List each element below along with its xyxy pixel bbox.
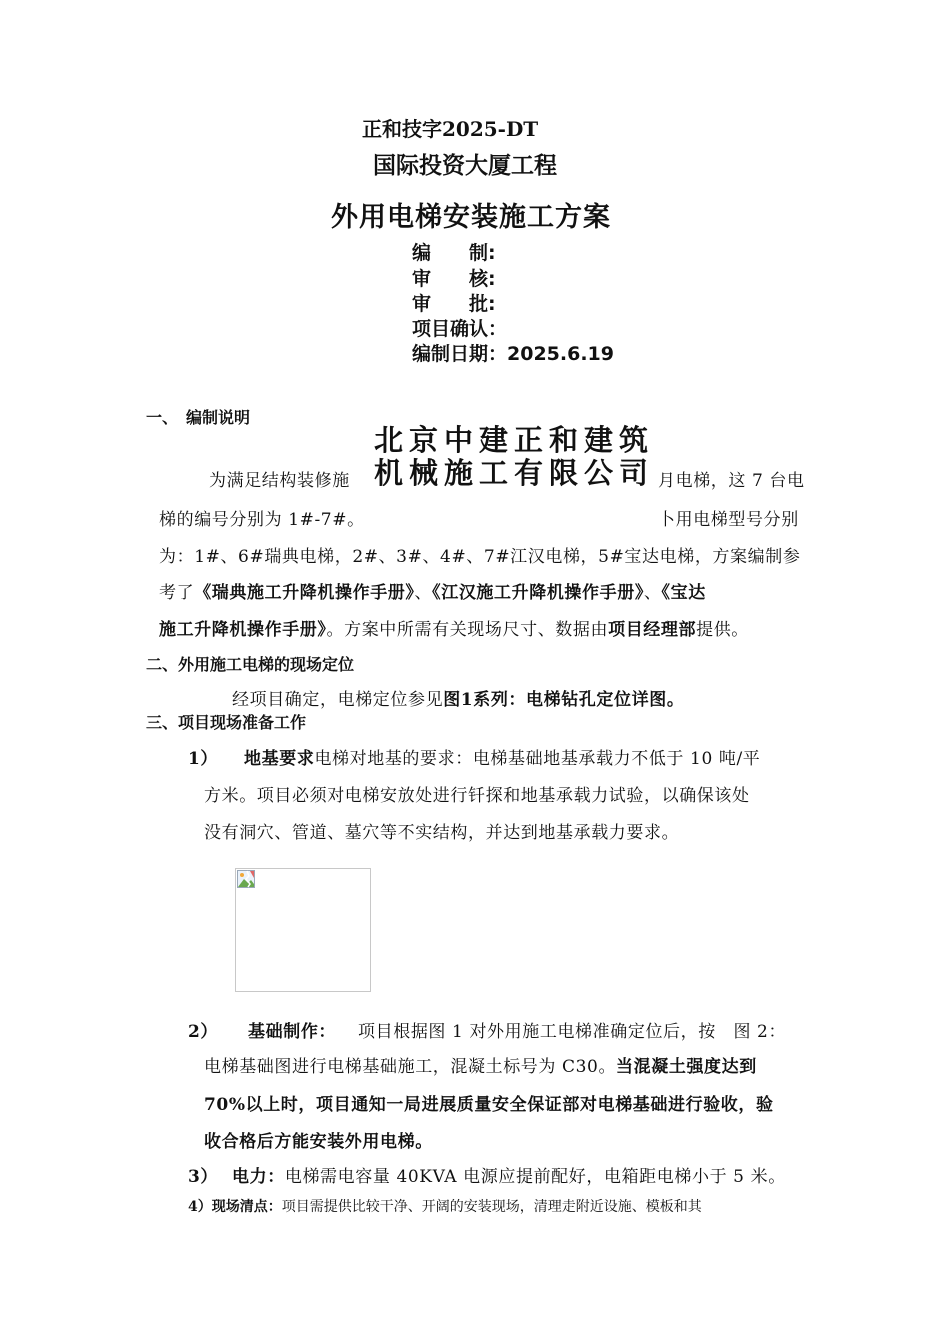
- s1-line3: 为：1#、6#瑞典电梯，2#、3#、4#、7#江汉电梯，5#宝达电梯，方案编制参: [159, 547, 801, 567]
- item4-text: 项目需提供比较干净、开阔的安装现场，清理走附近设施、模板和其: [281, 1199, 702, 1215]
- s1-line4-sep1: 、: [414, 583, 433, 603]
- item1-title: 地基要求: [244, 749, 315, 769]
- item3-number: 3）: [188, 1167, 219, 1187]
- item4-line: [188, 1196, 702, 1216]
- item2-emphasis: 当混凝土强度达到: [616, 1057, 757, 1077]
- manual-ref-jianghan: 《江汉施工升降机操作手册》: [432, 583, 644, 603]
- figure-ref: 图1系列：电梯钻孔定位详图。: [443, 690, 685, 710]
- company-stamp: [362, 424, 658, 494]
- item3-line: [188, 1162, 786, 1187]
- item2-title: 基础制作：: [248, 1022, 337, 1042]
- manual-ref-baoda-start: 《宝达: [661, 583, 706, 603]
- compile-field: 编 制:: [412, 242, 496, 264]
- s1-line5-d: 提供。: [696, 620, 749, 640]
- item4-title: 4）现场清点：: [188, 1199, 282, 1215]
- s2-body: [232, 685, 684, 710]
- s1-line1-a: 为满足结构装修施: [209, 471, 350, 491]
- project-dept: 项目经理部: [608, 620, 697, 640]
- item3-text: 电梯需电容量 40KVA 电源应提前配好，电箱距电梯小于 5 米。: [284, 1167, 786, 1187]
- section2-heading: 二、外用施工电梯的现场定位: [146, 655, 355, 674]
- item3-title: 电力：: [232, 1167, 285, 1187]
- foundation-image-placeholder: [235, 868, 371, 992]
- item1-line1: [188, 744, 760, 769]
- s1-line1-b: 月电梯，这 7 台电: [658, 471, 805, 491]
- date-field: 编制日期：2025.6.19: [412, 343, 614, 365]
- broken-image-icon: [237, 870, 255, 888]
- stamp-line2: 机械施工有限公司: [374, 456, 655, 490]
- item1-number: 1）: [188, 749, 219, 769]
- item2-text2: 电梯基础图进行电梯基础施工，混凝土标号为 C30。: [204, 1057, 617, 1077]
- s1-line4-sep2: 、: [643, 583, 662, 603]
- s1-line4-a: 考了: [159, 583, 195, 603]
- doc-number: 正和技字2025-DT: [362, 117, 539, 141]
- project-name: 国际投资大厦工程: [373, 153, 557, 179]
- item2-line1: [188, 1017, 786, 1042]
- s1-line5: [159, 615, 749, 640]
- item2-text1: 项目根据图 1 对外用施工电梯准确定位后，按 图 2：: [358, 1022, 787, 1042]
- item2-line3: 70%以上时，项目通知一局进展质量安全保证部对电梯基础进行验收，验: [204, 1095, 774, 1115]
- s1-line4: [159, 578, 706, 603]
- item2-line2: [204, 1052, 757, 1077]
- item1-text1: 电梯对地基的要求：电梯基础地基承载力不低于 10 吨/平: [314, 749, 761, 769]
- document-title: 外用电梯安装施工方案: [331, 202, 611, 233]
- s1-line2-a: 梯的编号分别为 1#-7#。: [159, 510, 365, 530]
- s2-body-a: 经项目确定，电梯定位参见: [232, 690, 444, 710]
- stamp-line1: 北京中建正和建筑: [374, 423, 655, 457]
- s1-line5-b: 。方案中所需有关现场尺寸、数据由: [326, 620, 609, 640]
- section3-heading: 三、项目现场准备工作: [146, 713, 307, 732]
- manual-ref-sweden: 《瑞典施工升降机操作手册》: [194, 583, 415, 603]
- confirm-field: 项目确认：: [412, 318, 508, 340]
- item2-number: 2）: [188, 1022, 219, 1042]
- s1-line2-b: 卜用电梯型号分别: [658, 510, 799, 530]
- manual-ref-baoda-end: 施工升降机操作手册》: [159, 620, 327, 640]
- review-field: 审 核:: [412, 268, 496, 290]
- item2-line4: 收合格后方能安装外用电梯。: [204, 1132, 433, 1152]
- approve-field: 审 批:: [412, 293, 496, 315]
- item1-line3: 没有洞穴、管道、墓穴等不实结构，并达到地基承载力要求。: [204, 823, 680, 843]
- item1-line2: 方米。项目必须对电梯安放处进行钎探和地基承载力试验，以确保该处: [204, 786, 750, 806]
- section1-heading: 一、 编制说明: [146, 408, 251, 427]
